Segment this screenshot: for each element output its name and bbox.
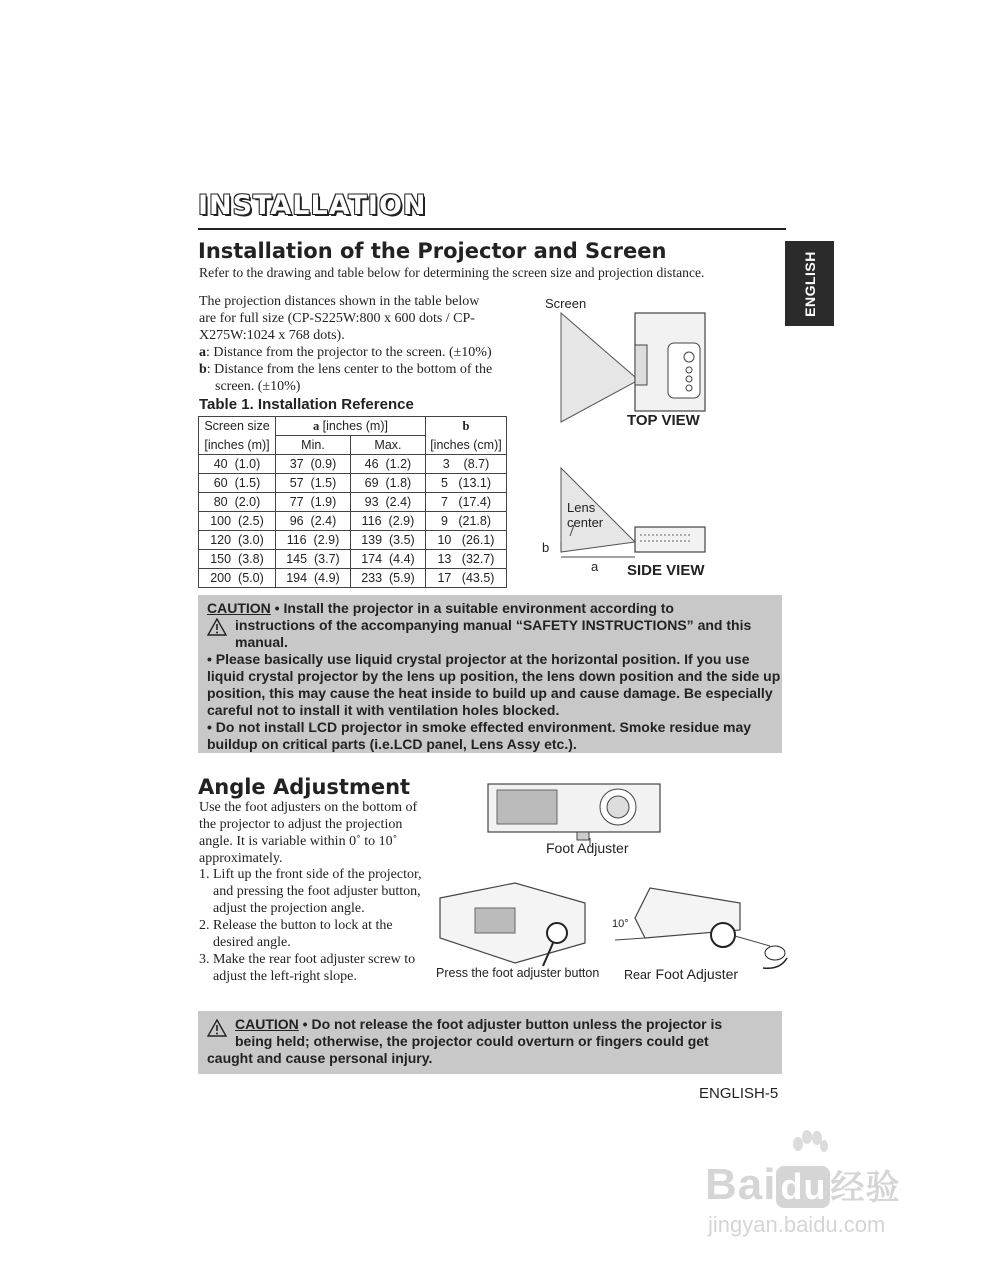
angle-label: 10° <box>612 918 629 930</box>
section-intro: Refer to the drawing and table below for determining the screen size and projection distance. <box>199 265 705 280</box>
table-cell: 100 (2.5) <box>199 512 276 531</box>
rear-foot-detail <box>765 946 785 960</box>
header-screen-size: Screen size <box>199 417 276 436</box>
projection-diagram <box>540 295 770 585</box>
table-row <box>199 531 507 550</box>
note-line: The projection distances shown in the table below <box>199 294 480 309</box>
table-cell: 145 (3.7) <box>276 550 351 569</box>
table-cell: 194 (4.9) <box>276 569 351 588</box>
table-cell: 37 (0.9) <box>276 455 351 474</box>
watermark-cn: 经验 <box>830 1168 901 1208</box>
table-cell: 96 (2.4) <box>276 512 351 531</box>
b-definition-cont: screen. (±10%) <box>215 379 301 394</box>
a-definition <box>199 344 519 361</box>
header-screen-unit: [inches (m)] <box>199 436 276 455</box>
step-item: 3. Make the rear foot adjuster screw to adjust the left-right slope. <box>199 952 416 984</box>
caution-text: • Please basically use liquid crystal projector at the horizontal position. If you use liquid crystal projector by the lens up position, the lens down position and the side up position, this may cause the heat inside to build up and cause damage. Be especially careful not to install it with ventilation holes blocked. <box>207 651 781 718</box>
installation-reference-table <box>198 416 507 588</box>
angle-intro: Use the foot adjusters on the bottom of the projector to adjust the projection angle. It is variable within 0˚ to 10˚ approximately. <box>199 800 418 866</box>
vent-grille <box>497 790 557 824</box>
table-cell: 69 (1.8) <box>350 474 425 493</box>
table-cell: 77 (1.9) <box>276 493 351 512</box>
table-row <box>199 550 507 569</box>
table-cell: 7 (17.4) <box>425 493 506 512</box>
step-item: 1. Lift up the front side of the projector, and pressing the foot adjuster button, adjust the projection angle. <box>199 867 422 916</box>
projection-beam-top <box>561 313 635 422</box>
table-cell: 174 (4.4) <box>350 550 425 569</box>
section-heading-installation: Installation of the Projector and Screen <box>198 239 667 263</box>
caution-label: CAUTION <box>235 1016 299 1032</box>
caution-text: being held; otherwise, the projector could overturn or fingers could get <box>235 1033 709 1049</box>
table-cell: 200 (5.0) <box>199 569 276 588</box>
foot-button-highlight <box>547 923 567 943</box>
caution-label: CAUTION <box>207 600 271 616</box>
vent-grille <box>475 908 515 933</box>
side-view-label: SIDE VIEW <box>627 562 705 579</box>
header-a-key: a <box>312 418 320 433</box>
table-cell: 80 (2.0) <box>199 493 276 512</box>
note-line: are for full size (CP-S225W:800 x 600 dots / CP- <box>199 311 475 326</box>
table-cell: 233 (5.9) <box>350 569 425 588</box>
table-cell: 116 (2.9) <box>350 512 425 531</box>
lens-inner <box>607 796 629 818</box>
header-a <box>276 417 426 436</box>
caution-text: instructions of the accompanying manual “SAFETY INSTRUCTIONS” and this <box>235 617 752 633</box>
a-label: a <box>591 559 599 574</box>
table-row <box>199 455 507 474</box>
caution-line <box>207 1016 782 1050</box>
page-number: ENGLISH-5 <box>699 1085 779 1102</box>
table-cell: 120 (3.0) <box>199 531 276 550</box>
projection-note <box>199 293 519 395</box>
detail-line <box>735 936 770 946</box>
a-key: a <box>199 345 206 360</box>
warning-icon <box>207 1019 227 1037</box>
table-cell: 139 (3.5) <box>350 531 425 550</box>
header-b-key: b <box>462 418 470 433</box>
caution-text: • Do not release the foot adjuster button unless the projector is <box>302 1016 723 1032</box>
table-cell: 9 (21.8) <box>425 512 506 531</box>
screen-label: Screen <box>545 296 587 311</box>
projector-lens-top <box>635 345 647 385</box>
button-circle <box>686 376 692 382</box>
table-cell: 46 (1.2) <box>350 455 425 474</box>
page-title: INSTALLATION <box>198 190 427 221</box>
b-definition <box>199 361 519 378</box>
header-a-unit: [inches (m)] <box>319 418 388 433</box>
table-cell: 57 (1.5) <box>276 474 351 493</box>
watermark-bai: Bai <box>705 1160 777 1209</box>
title-rule <box>198 228 786 230</box>
press-label: Press the foot adjuster button <box>436 966 600 980</box>
caution-text: • Do not install LCD projector in smoke effected environment. Smoke residue may buildup on critical parts (i.e.LCD panel, Lens Assy etc.). <box>207 719 752 752</box>
button-circle <box>686 385 692 391</box>
foot-adjuster-label: Foot Adjuster <box>546 840 629 856</box>
top-view-label: TOP VIEW <box>627 412 700 429</box>
table-row <box>199 493 507 512</box>
rear-foot-adjuster: Foot Adjuster <box>655 966 739 982</box>
a-text: : Distance from the projector to the screen. (±10%) <box>206 345 492 360</box>
table-cell: 150 (3.8) <box>199 550 276 569</box>
header-b <box>425 417 506 436</box>
b-key: b <box>199 362 207 377</box>
lens-label: Lens <box>567 500 596 515</box>
table-cell: 40 (1.0) <box>199 455 276 474</box>
section-heading-angle: Angle Adjustment <box>198 775 411 799</box>
header-b-unit: [inches (cm)] <box>425 436 506 455</box>
b-label: b <box>542 540 550 555</box>
watermark-url: jingyan.baidu.com <box>708 1212 886 1237</box>
table-cell: 60 (1.5) <box>199 474 276 493</box>
language-tab-label: ENGLISH <box>801 250 818 317</box>
control-panel <box>668 343 700 398</box>
table-cell: 116 (2.9) <box>276 531 351 550</box>
button-circle <box>684 352 694 362</box>
angle-steps <box>199 866 435 985</box>
rear-foot-highlight <box>711 923 735 947</box>
caution-box-1 <box>198 595 782 753</box>
angle-line <box>615 938 645 940</box>
table-cell: 10 (26.1) <box>425 531 506 550</box>
table-caption: Table 1. Installation Reference <box>199 396 414 413</box>
button-circle <box>686 367 692 373</box>
note-line: X275W:1024 x 768 dots). <box>199 328 345 343</box>
table-row <box>199 569 507 588</box>
table-cell: 5 (13.1) <box>425 474 506 493</box>
table-cell: 93 (2.4) <box>350 493 425 512</box>
header-min: Min. <box>276 436 351 455</box>
caution-box-2 <box>198 1011 782 1074</box>
step-item: 2. Release the button to lock at the desired angle. <box>199 918 393 950</box>
b-text: : Distance from the lens center to the bottom of the <box>206 362 493 377</box>
table-row <box>199 474 507 493</box>
paw-icon <box>790 1130 830 1166</box>
caution-text: caught and cause personal injury. <box>207 1050 433 1066</box>
foot-adjuster <box>577 832 589 840</box>
angle-adjust-diagram <box>435 778 790 978</box>
caution-line <box>207 600 782 617</box>
watermark-du: du <box>776 1166 830 1208</box>
rear-label: Rear <box>624 968 652 982</box>
caution-text: manual. <box>235 634 288 650</box>
table-row <box>199 512 507 531</box>
center-label: center <box>567 515 604 530</box>
table-cell: 17 (43.5) <box>425 569 506 588</box>
header-max: Max. <box>350 436 425 455</box>
caution-text: • Install the projector in a suitable environment according to <box>274 600 674 616</box>
warning-icon <box>207 618 227 636</box>
table-cell: 3 (8.7) <box>425 455 506 474</box>
projector-side-view <box>635 527 705 552</box>
watermark-logo <box>705 1160 900 1210</box>
language-tab <box>785 241 834 326</box>
table-cell: 13 (32.7) <box>425 550 506 569</box>
rear-foot-label <box>624 966 738 984</box>
caution-line <box>207 617 782 651</box>
